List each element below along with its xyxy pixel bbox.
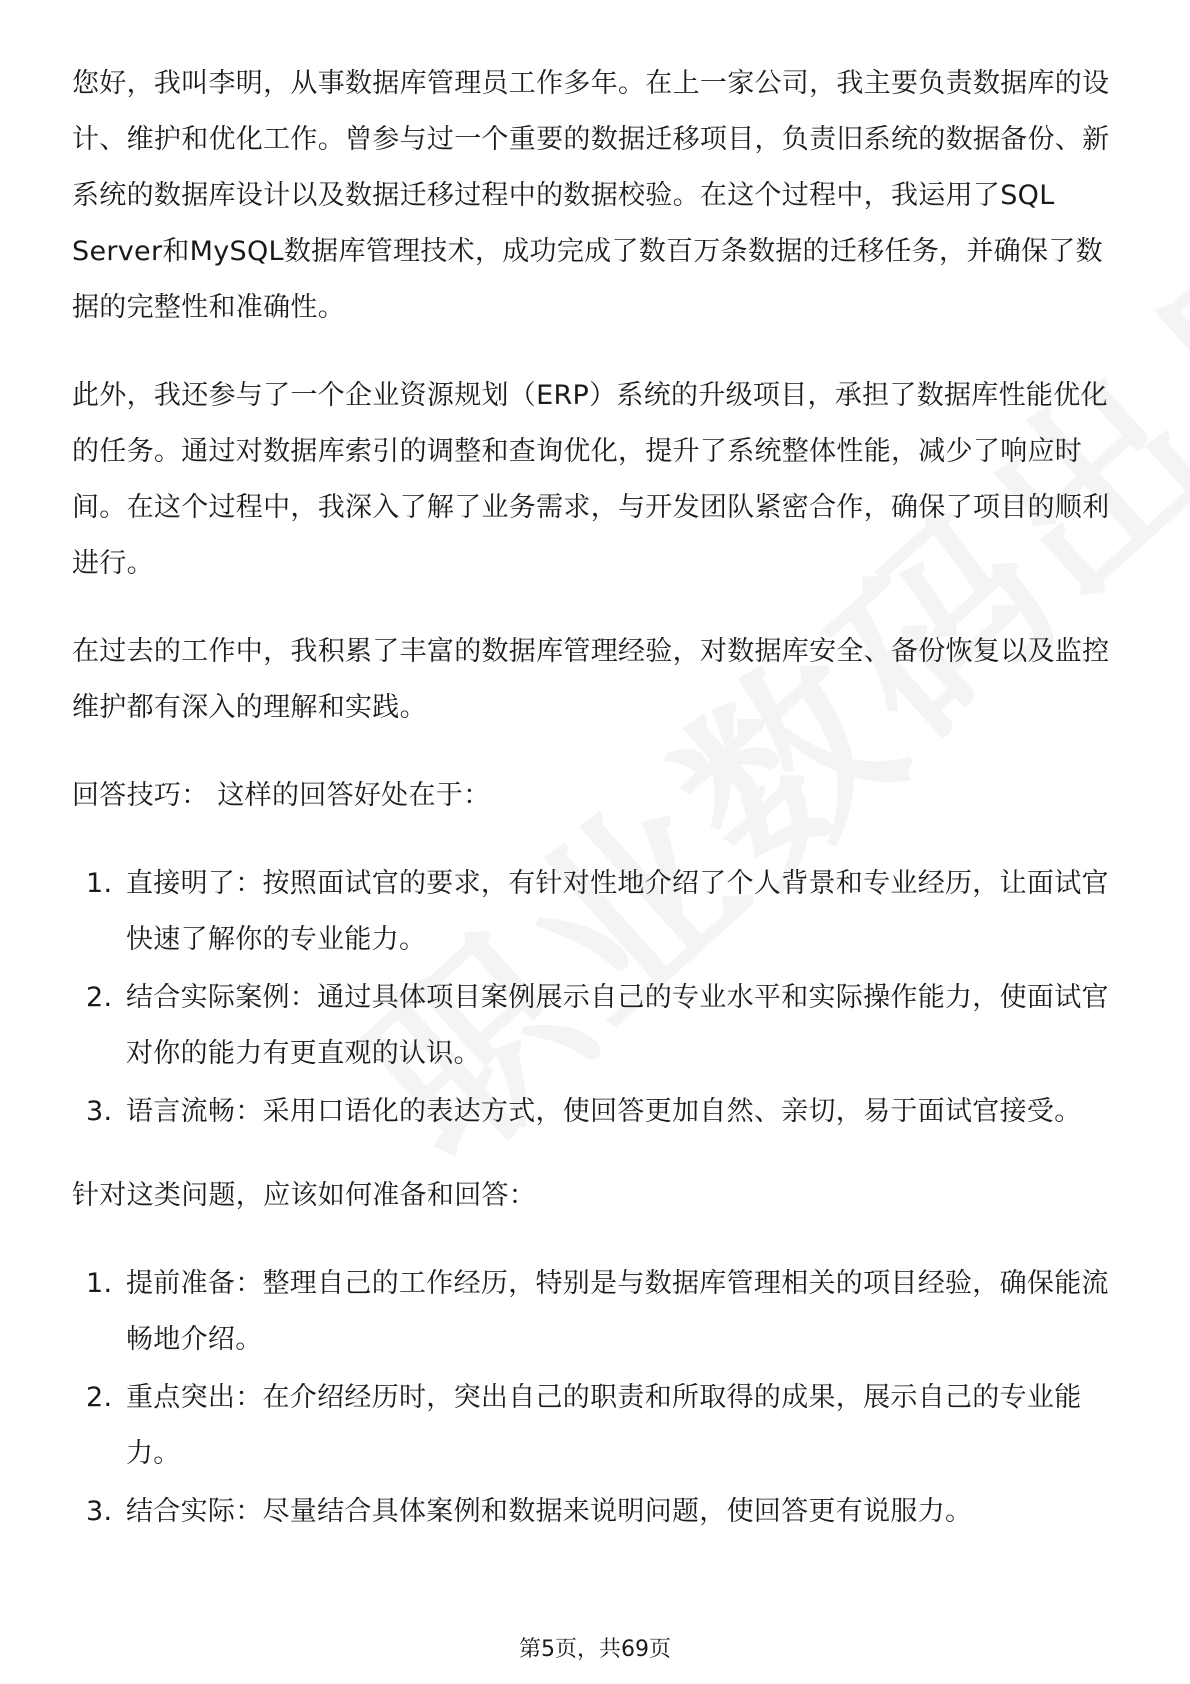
list-text: 提前准备：整理自己的工作经历，特别是与数据库管理相关的项目经验，确保能流畅地介绍。 xyxy=(126,1268,1109,1355)
list-text: 重点突出：在介绍经历时，突出自己的职责和所取得的成果，展示自己的专业能力。 xyxy=(126,1382,1082,1469)
list-item xyxy=(72,1370,1118,1482)
list-item xyxy=(72,1256,1118,1368)
list-text: 直接明了：按照面试官的要求，有针对性地介绍了个人背景和专业经历，让面试官快速了解你的专业能力。 xyxy=(126,868,1109,955)
list-number: 2. xyxy=(86,1382,113,1413)
page-footer: 第5页，共69页 xyxy=(519,1637,671,1662)
list-number: 3. xyxy=(86,1096,113,1127)
list-item xyxy=(72,1084,1118,1140)
prep-list xyxy=(72,1256,1118,1540)
list-item xyxy=(72,1484,1118,1540)
intro-paragraph-3: 在过去的工作中，我积累了丰富的数据库管理经验，对数据库安全、备份恢复以及监控维护都有深入的理解和实践。 xyxy=(72,636,1110,723)
intro-paragraph-2: 此外，我还参与了一个企业资源规划（ERP）系统的升级项目，承担了数据库性能优化的任务。通过对数据库索引的调整和查询优化，提升了系统整体性能，减少了响应时间。在这个过程中，我深入了解了业务需求，与开发团队紧密合作，确保了项目的顺利进行。 xyxy=(72,380,1110,579)
list-text: 结合实际：尽量结合具体案例和数据来说明问题，使回答更有说服力。 xyxy=(126,1496,973,1527)
list-number: 1. xyxy=(86,868,113,899)
list-number: 1. xyxy=(86,1268,113,1299)
tips-list xyxy=(72,856,1118,1140)
document-body xyxy=(72,56,1118,1568)
list-item xyxy=(72,970,1118,1082)
tips-heading: 回答技巧： 这样的回答好处在于： xyxy=(72,780,491,811)
intro-paragraph-1: 您好，我叫李明，从事数据库管理员工作多年。在上一家公司，我主要负责数据库的设计、维护和优化工作。曾参与过一个重要的数据迁移项目，负责旧系统的数据备份、新系统的数据库设计以及数据迁移过程中的数据校验。在这个过程中，我运用了SQL Server和MySQL数据库管理技术，成功完成了数百万条数据的迁移任务，并确保了数据的完整性和准确性。 xyxy=(72,68,1110,323)
list-text: 语言流畅：采用口语化的表达方式，使回答更加自然、亲切，易于面试官接受。 xyxy=(126,1096,1082,1127)
list-number: 3. xyxy=(86,1496,113,1527)
list-text: 结合实际案例：通过具体项目案例展示自己的专业水平和实际操作能力，使面试官对你的能力有更直观的认识。 xyxy=(126,982,1109,1069)
list-item xyxy=(72,856,1118,968)
list-number: 2. xyxy=(86,982,113,1013)
prep-heading: 针对这类问题，应该如何准备和回答： xyxy=(72,1180,537,1211)
